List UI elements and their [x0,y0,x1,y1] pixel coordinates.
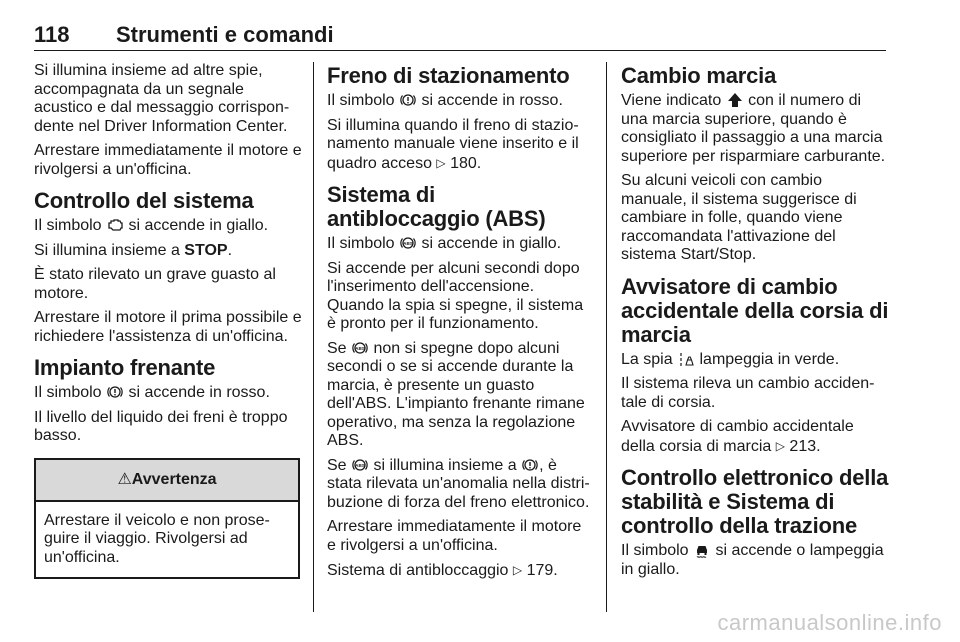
paragraph: Se ABS si illumina insieme a , è stata rilevata un'anomalia nella distri-buzione di forza del freno elettronico. [327,456,590,511]
page-header [34,22,886,51]
page-reference[interactable]: 179. [526,562,558,579]
column-divider [606,62,607,612]
column-right [621,62,891,585]
reference-arrow-icon: ▷ [436,155,446,170]
stop-label: STOP [184,241,228,259]
page-reference[interactable]: 180. [450,154,482,172]
abs-icon [352,457,368,473]
reference-arrow-icon: ▷ [775,438,785,453]
paragraph: Il sistema rileva un cambio acciden-tale di corsia. [621,375,875,411]
abs-icon [400,235,416,251]
paragraph: Sistema di antibloccaggio ▷ 179. [327,562,558,579]
paragraph: Il simbolo si accende o lampeggia in giallo. [621,542,884,578]
column-left [34,62,302,579]
warning-text: Arrestare il veicolo e non prose-guire il viaggio. Rivolgersi ad un'officina. [44,511,270,566]
warning-box [34,458,300,580]
section-heading-abs: Sistema di antibloccaggio (ABS) [327,182,546,231]
svg-text:ABS: ABS [355,345,365,351]
paragraph: Arrestare il motore il prima possibile e richiedere l'assistenza di un'officina. [34,309,302,345]
paragraph: Su alcuni veicoli con cambio manuale, il sistema suggerisce di cambiare in folle, quando viene raccomandata l'attivazione del sistema Start/Stop. [621,172,857,263]
chapter-title: Strumenti e comandi [116,22,334,47]
page-reference[interactable]: 213. [789,437,821,455]
brake-warning-icon [107,384,123,400]
paragraph: Il simbolo ABS si accende in giallo. [327,235,562,252]
paragraph: Arrestare immediatamente il motore e rivolgersi a un'officina. [34,142,302,178]
lane-departure-icon [678,351,694,367]
watermark: carmanualsonline.info [717,610,942,635]
section-heading-system-check: Controllo del sistema [34,188,254,213]
section-heading-esc-tc: Controllo elettronico della stabilità e Sistema di controllo della trazione [621,465,889,538]
paragraph: Si illumina insieme ad altre spie, accompagnata da un segnale acustico e dal messaggio corrispon-dente nel Driver Information Center. [34,62,290,135]
brake-warning-icon [400,92,416,108]
paragraph: La spia lampeggia in verde. [621,350,840,368]
paragraph: Il simbolo si accende in rosso. [327,92,563,109]
brake-warning-icon [522,457,538,473]
esc-car-icon [694,542,710,558]
paragraph: Arrestare immediatamente il motore e rivolgersi a un'officina. [327,518,582,554]
column-divider [313,62,314,612]
paragraph: Si illumina quando il freno di stazio-namento manuale viene inserito e il quadro acceso ▷ 180. [327,116,579,172]
svg-text:ABS: ABS [355,462,365,468]
warning-box-header [36,460,298,502]
svg-text:ABS: ABS [403,240,413,246]
paragraph: Il simbolo si accende in giallo. [34,217,269,234]
paragraph: Il livello del liquido dei freni è troppo basso. [34,408,288,444]
upshift-arrow-icon [727,92,743,108]
paragraph: Si illumina insieme a STOP. [34,241,233,259]
section-heading-lane-departure: Avvisatore di cambio accidentale della corsia di marcia [621,273,889,347]
reference-arrow-icon: ▷ [512,563,523,577]
paragraph: Si accende per alcuni secondi dopo l'inserimento dell'accensione. Quando la spia si spegne, il sistema è pronto per il funzionamento. [327,259,584,332]
paragraph: Il simbolo si accende in rosso. [34,384,270,401]
column-middle [327,62,592,587]
paragraph: Avvisatore di cambio accidentale della corsia di marcia ▷ 213. [621,418,854,455]
paragraph: È stato rilevato un grave guasto al motore. [34,266,276,302]
paragraph: Se ABS non si spegne dopo alcuni secondi o se si accende durante la marcia, è presente un guasto dell'ABS. L'impianto frenante rimane operativo, ma senza la regolazione ABS. [327,339,585,449]
section-heading-parking-brake: Freno di stazionamento [327,63,570,88]
abs-icon [352,340,368,356]
warning-triangle-icon: ⚠ [117,470,132,488]
section-heading-gear-shift: Cambio marcia [621,63,777,88]
section-heading-brake-system: Impianto frenante [34,355,216,380]
engine-icon [107,217,123,233]
page-number: 118 [34,22,70,47]
warning-title: Avvertenza [131,470,217,488]
paragraph: Viene indicato con il numero di una marcia superiore, quando è consigliato il passaggio a una marcia superiore per risparmiare carburante. [621,92,886,165]
